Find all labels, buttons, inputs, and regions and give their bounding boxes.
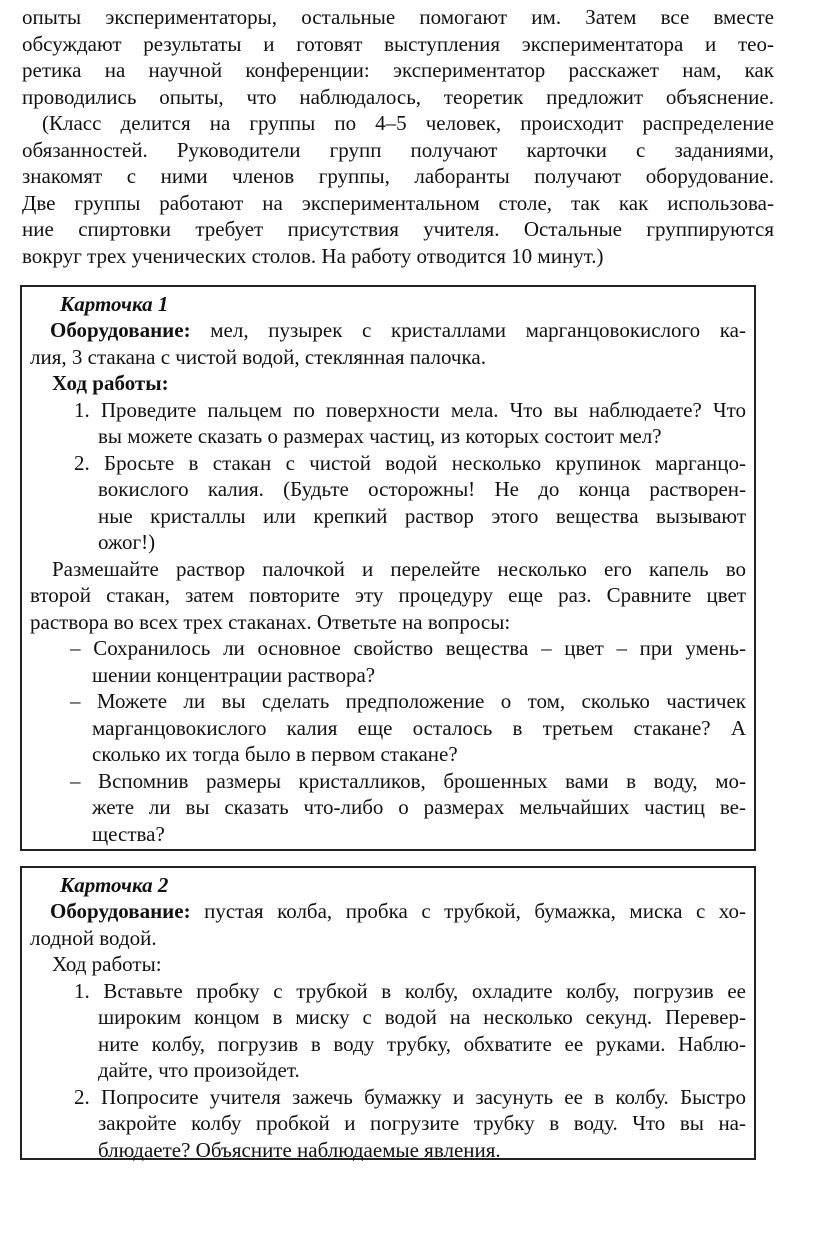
list-item: 2. Бросьте в стакан с чистой водой несколько крупинок марганцо- [74,450,746,475]
question-item: марганцовокислого калия еще осталось в третьем стакане? А [92,715,746,740]
question-item: жете ли вы сказать что-либо о размерах мельчайших частиц ве- [92,795,746,819]
equipment-label: Оборудование: [50,318,191,342]
procedure-label: Ход работы: [52,371,169,395]
note-line: вокруг трех ученических столов. На работу отводится 10 минут.) [22,243,604,268]
question-item: – Можете ли вы сделать предположение о том, сколько частичек [70,689,746,713]
equipment-line [30,898,746,925]
note-line: Две группы работают на экспериментальном столе, так как использова- [22,190,774,215]
question-item: – Вспомнив размеры кристалликов, брошенных вами в воду, мо- [70,768,746,793]
note-line: (Класс делится на группы по 4–5 человек, происходит распределение [42,111,774,135]
note-line: знакомят с ними членов группы, лаборанты получают оборудование. [22,164,774,188]
list-item: закройте колбу пробкой и погрузите трубку в воду. Что вы на- [98,1111,746,1135]
equipment-text: мел, пузырек с кристаллами марганцовокислого ка- [190,318,746,342]
paragraph-line: второй стакан, затем повторите эту процедуру еще раз. Сравните цвет [30,583,746,607]
card-title: Карточка 2 [60,873,169,897]
list-item: блюдаете? Объясните наблюдаемые явления. [98,1137,501,1162]
paragraph-line: Размешайте раствор палочкой и перелейте несколько его капель во [52,556,746,581]
task-card-2 [20,866,756,1160]
list-item: вокислого калия. (Будьте осторожны! Не до конца растворен- [98,477,746,501]
intro-line: обсуждают результаты и готовят выступления экспериментатора и тео- [22,31,774,56]
list-item: ожог!) [98,530,156,554]
equipment-label: Оборудование: [50,899,191,923]
intro-line: проводились опыты, что наблюдалось, теоретик предложит объяснение. [22,84,774,109]
list-item: широким концом в миску с водой на несколько секунд. Перевер- [98,1005,746,1029]
list-item: ните колбу, погрузив в воду трубку, обхватите ее руками. Наблю- [98,1031,746,1056]
question-item: шении концентрации раствора? [92,662,376,687]
equipment-line: лодной водой. [30,925,157,950]
list-item: 1. Проведите пальцем по поверхности мела. Что вы наблюдаете? Что [74,397,746,422]
note-line: обязанностей. Руководители групп получают карточки с заданиями, [22,137,774,162]
card-title: Карточка 1 [60,292,169,316]
note-line: ние спиртовки требует присутствия учителя. Остальные группируются [22,217,774,241]
intro-line: опыты экспериментаторы, остальные помогают им. Затем все вместе [22,5,774,29]
procedure-label: Ход работы: [52,952,162,976]
equipment-line [30,317,746,344]
question-item: – Сохранилось ли основное свойство вещества – цвет – при умень- [70,636,746,660]
question-item: щества? [92,821,165,846]
equipment-line: лия, 3 стакана с чистой водой, стеклянная палочка. [30,344,486,369]
intro-line: ретика на научной конференции: экспериментатор расскажет нам, как [22,58,774,82]
list-item: 2. Попросите учителя зажечь бумажку и засунуть ее в колбу. Быстро [74,1084,746,1109]
question-item: сколько их тогда было в первом стакане? [92,742,458,766]
list-item: дайте, что произойдет. [98,1058,300,1082]
list-item: ные кристаллы или крепкий раствор этого вещества вызывают [98,503,746,528]
task-card-1 [20,285,756,851]
paragraph-line: раствора во всех трех стаканах. Ответьте на вопросы: [30,609,511,634]
list-item: вы можете сказать о размерах частиц, из которых состоит мел? [98,424,662,448]
equipment-text: пустая колба, пробка с трубкой, бумажка, миска с хо- [190,899,746,923]
list-item: 1. Вставьте пробку с трубкой в колбу, охладите колбу, погрузив ее [74,978,746,1003]
intro-text [22,4,774,269]
